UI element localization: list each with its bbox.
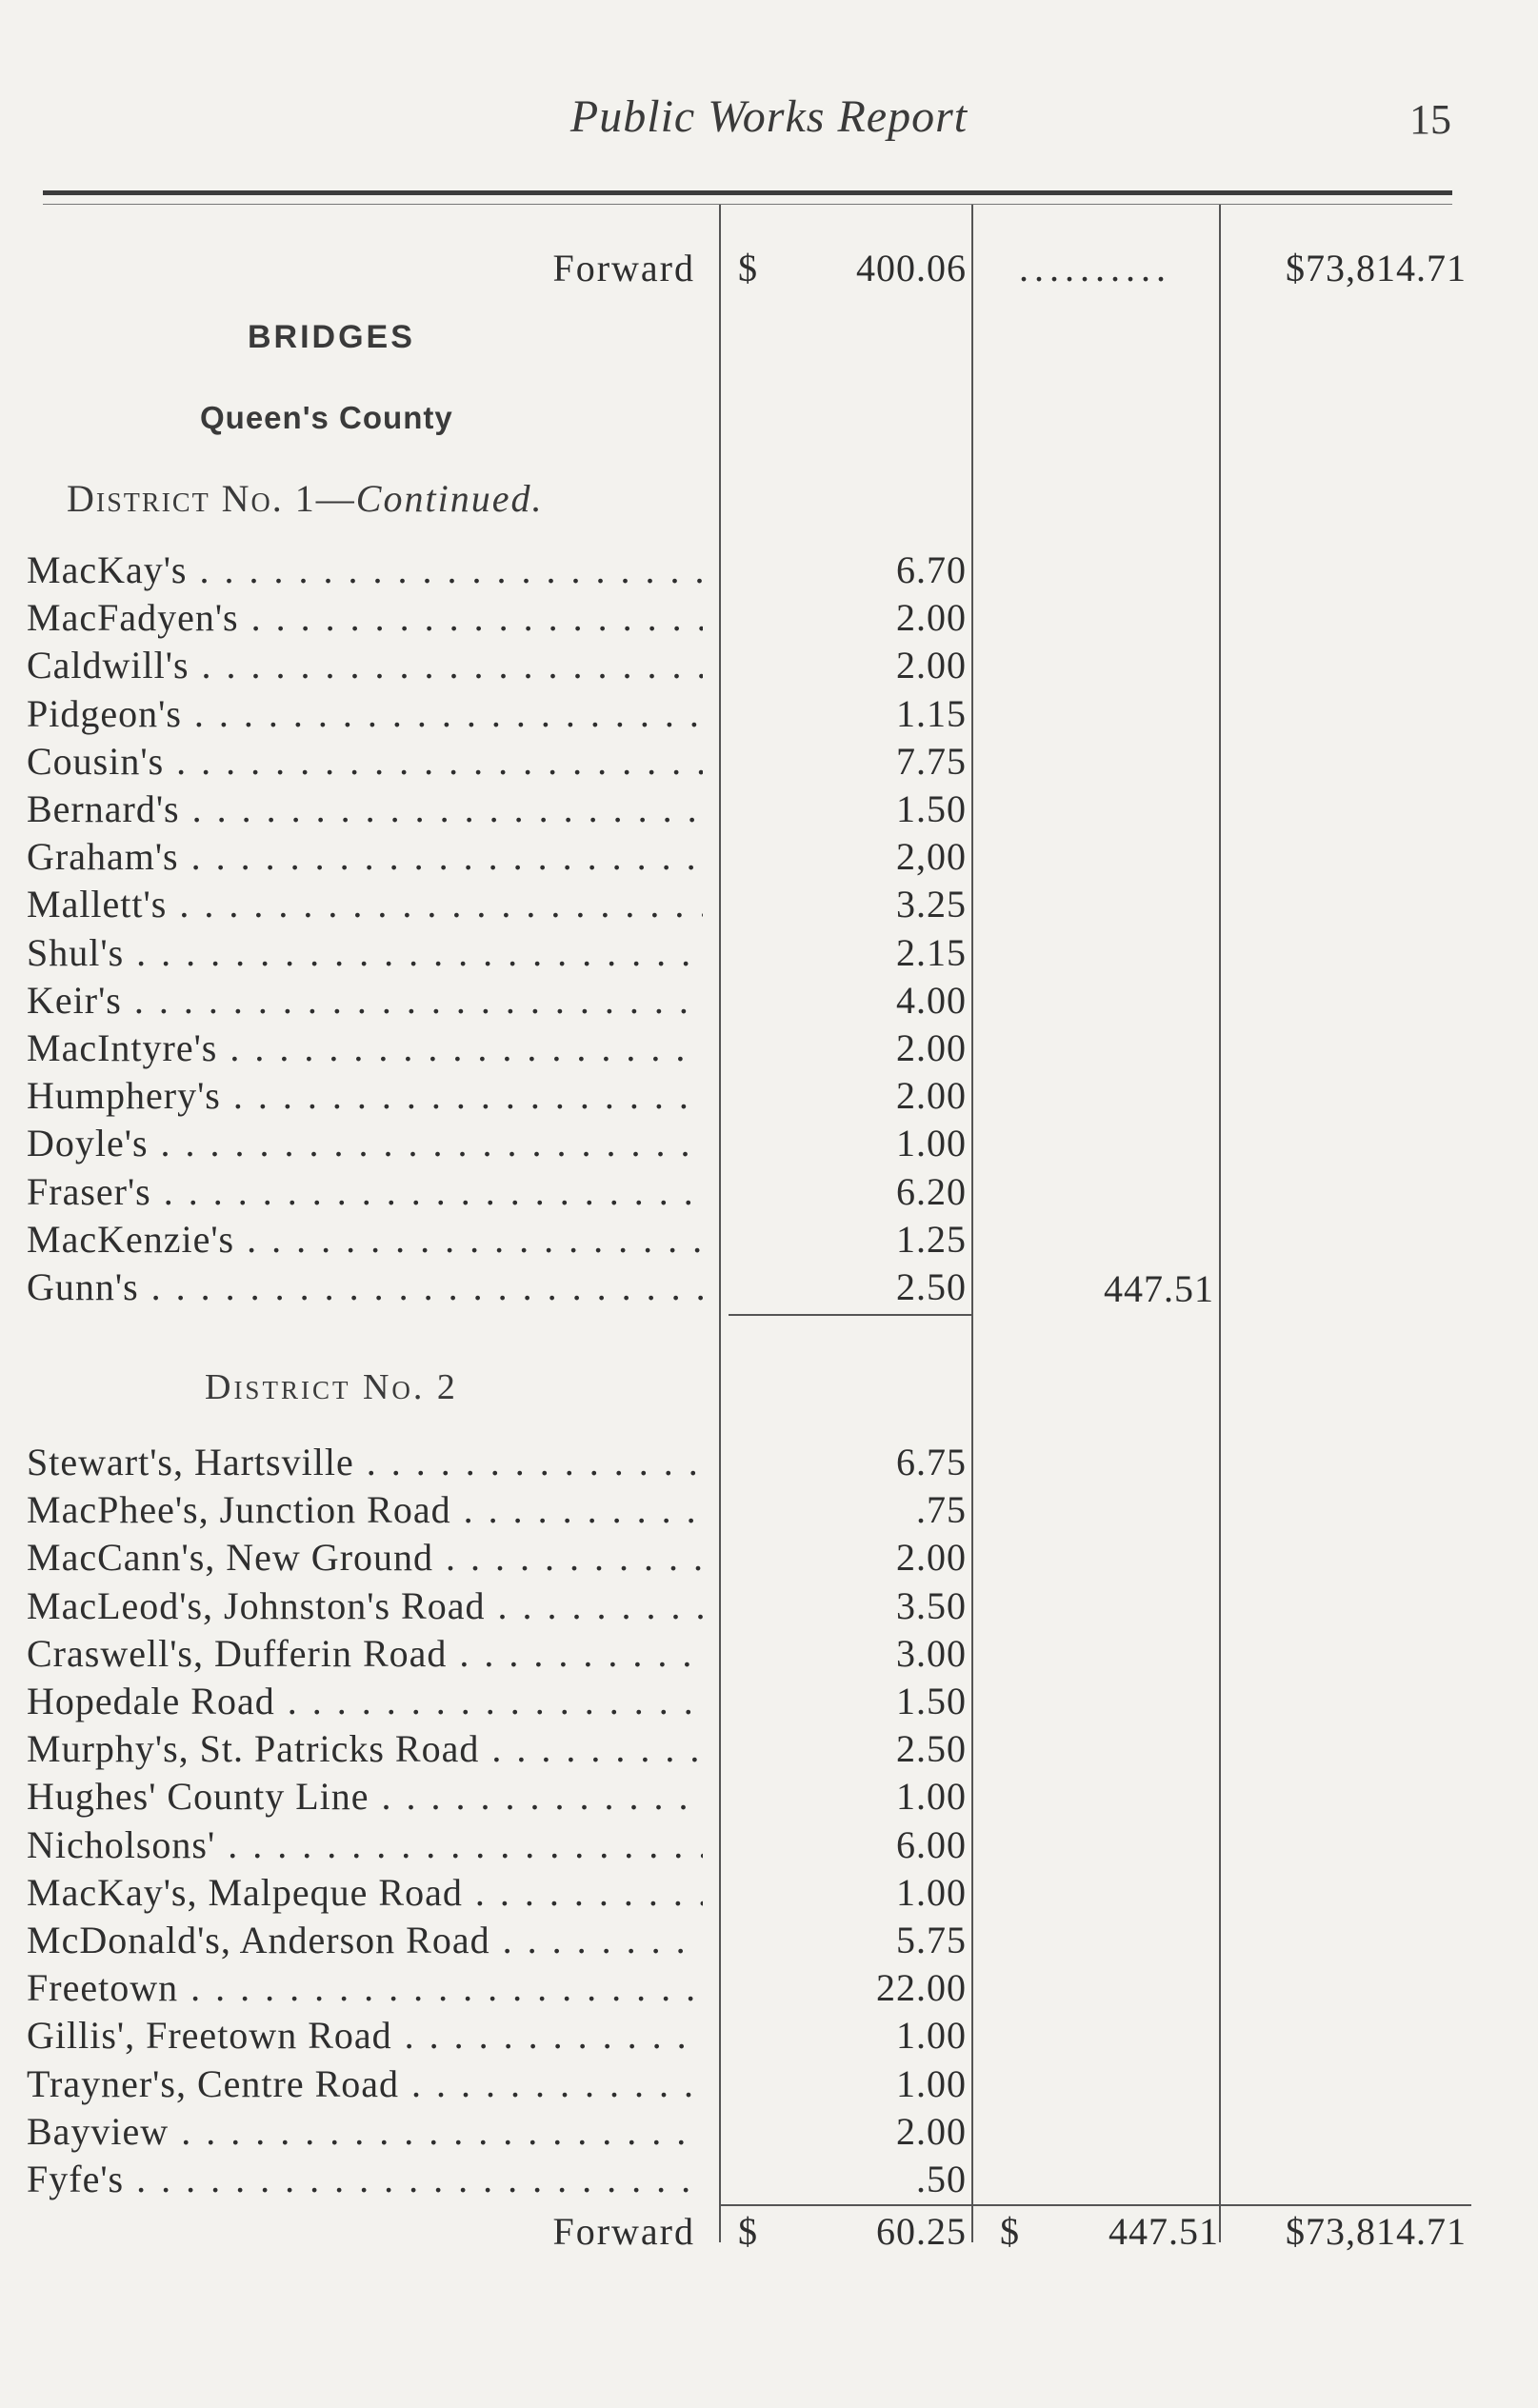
- forward-label: Forward: [552, 247, 695, 289]
- bridge-name: Stewart's, Hartsville . . .: [27, 1440, 703, 1484]
- bridge-name: Hopedale Road . . .: [27, 1679, 703, 1723]
- bridge-amount: 1.00: [896, 2061, 967, 2105]
- list-item: [0, 834, 1538, 882]
- dollar-sign: $: [738, 247, 757, 289]
- bridge-name: Gillis', Freetown Road . . .: [27, 2013, 703, 2058]
- list-item: [0, 595, 1538, 643]
- bridge-amount: 1.00: [896, 1122, 967, 1165]
- list-item: [0, 1918, 1538, 1965]
- bridge-amount: .50: [916, 2158, 967, 2200]
- bridge-name: Freetown . . .: [27, 1965, 703, 2010]
- leader-dots: ..........: [1019, 247, 1171, 289]
- forward-total: $73,814.71: [1286, 247, 1467, 289]
- bridge-amount: 22.00: [876, 1966, 967, 2010]
- bridge-name: MacKay's, Malpeque Road . . .: [27, 1870, 703, 1915]
- bridge-amount: 2.00: [896, 644, 967, 687]
- list-item: [0, 2157, 1538, 2204]
- list-item: [0, 1774, 1538, 1821]
- list-item: [0, 786, 1538, 834]
- list-item: [0, 1073, 1538, 1121]
- bridge-name: MacKenzie's . . .: [27, 1217, 703, 1262]
- county-heading: Queen's County: [200, 400, 453, 435]
- list-item: [0, 1217, 1538, 1264]
- list-item: [0, 930, 1538, 978]
- forward-amount: 400.06: [856, 247, 967, 289]
- forward-subtotal: 447.51: [1109, 2210, 1219, 2253]
- bridge-amount: 3.50: [896, 1583, 967, 1627]
- bridge-amount: 6.70: [896, 548, 967, 591]
- bridge-amount: 2.50: [896, 1727, 967, 1771]
- bridge-name: MacCann's, New Ground . . .: [27, 1535, 703, 1580]
- list-item: [0, 1487, 1538, 1535]
- subtotal-amount: 447.51: [1104, 1267, 1214, 1310]
- bridge-name: Trayner's, Centre Road . . .: [27, 2061, 703, 2106]
- list-item: [0, 1169, 1538, 1217]
- bridge-name: Craswell's, Dufferin Road . . .: [27, 1631, 703, 1676]
- bridge-amount: 3.25: [896, 883, 967, 926]
- bottom-rule: [719, 2204, 1471, 2206]
- bridge-name: Shul's . . .: [27, 930, 703, 975]
- bridge-name: McDonald's, Anderson Road . . .: [27, 1918, 703, 1962]
- list-item: [0, 1726, 1538, 1774]
- continued-label: Continued.: [355, 477, 544, 520]
- subtotal-rule: [729, 1314, 971, 1316]
- bridge-amount: 2.00: [896, 1026, 967, 1069]
- list-item: [0, 1264, 1538, 1312]
- bridge-amount: 2,00: [896, 835, 967, 879]
- bridge-name: MacLeod's, Johnston's Road . . .: [27, 1583, 703, 1628]
- bridge-name: Hughes' County Line . . .: [27, 1774, 703, 1819]
- list-item: [0, 882, 1538, 929]
- dollar-sign: $: [1000, 2210, 1019, 2253]
- list-item: [0, 691, 1538, 739]
- bridge-amount: 1.00: [896, 2014, 967, 2058]
- list-item: [0, 1870, 1538, 1918]
- list-item: [0, 2061, 1538, 2109]
- list-item: [0, 1583, 1538, 1631]
- bridge-amount: 1.00: [896, 1870, 967, 1914]
- bridge-name: Graham's . . .: [27, 834, 703, 879]
- bridge-name: Cousin's . . .: [27, 739, 703, 784]
- bridge-amount: 1.50: [896, 787, 967, 830]
- list-item: [0, 547, 1538, 595]
- bridge-name: Mallett's . . .: [27, 882, 703, 926]
- bridge-amount: 1.00: [896, 1775, 967, 1819]
- list-item: [0, 739, 1538, 786]
- bridge-amount: 2.15: [896, 930, 967, 974]
- bridge-name: Nicholsons' . . .: [27, 1822, 703, 1867]
- list-item: [0, 2109, 1538, 2157]
- page-number: 15: [1409, 96, 1451, 143]
- bridge-amount: 1.25: [896, 1217, 967, 1261]
- bridge-amount: 2.00: [896, 2109, 967, 2153]
- bridge-name: Humphery's . . .: [27, 1073, 703, 1118]
- forward-amount: 60.25: [876, 2210, 967, 2253]
- list-item: [0, 1440, 1538, 1487]
- list-item: [0, 2013, 1538, 2060]
- header-rule-thin: [43, 204, 1452, 205]
- section-title: BRIDGES: [248, 319, 415, 355]
- bridge-amount: .75: [916, 1488, 967, 1532]
- header-rule: [43, 190, 1452, 195]
- list-item: [0, 1535, 1538, 1582]
- bridge-amount: 2.50: [896, 1265, 967, 1308]
- district-1-label: District No. 1—: [67, 477, 356, 520]
- bridge-amount: 4.00: [896, 978, 967, 1022]
- list-item: [0, 1121, 1538, 1168]
- running-title: Public Works Report: [569, 91, 969, 142]
- bridge-name: Fraser's . . .: [27, 1169, 703, 1214]
- bridge-name: MacFadyen's . . .: [27, 595, 703, 640]
- bridge-amount: 1.15: [896, 691, 967, 735]
- list-item: [0, 1965, 1538, 2013]
- bridge-amount: 2.00: [896, 596, 967, 640]
- forward-row-bottom: [0, 2209, 1538, 2257]
- bridge-name: MacPhee's, Junction Road . . .: [27, 1487, 703, 1532]
- list-item: [0, 643, 1538, 690]
- bridge-name: Murphy's, St. Patricks Road . . .: [27, 1726, 703, 1771]
- list-item: [0, 1679, 1538, 1726]
- bridge-amount: 7.75: [896, 739, 967, 783]
- bridge-amount: 1.50: [896, 1680, 967, 1722]
- bridge-name: MacIntyre's . . .: [27, 1025, 703, 1070]
- bridge-amount: 2.00: [896, 1074, 967, 1118]
- bridge-amount: 6.00: [896, 1822, 967, 1866]
- bridge-name: Gunn's . . .: [27, 1264, 703, 1309]
- list-item: [0, 1631, 1538, 1679]
- bridge-name: Keir's . . .: [27, 978, 703, 1023]
- district-1-heading: [67, 476, 543, 521]
- bridge-amount: 6.75: [896, 1441, 967, 1483]
- forward-total: $73,814.71: [1286, 2210, 1467, 2253]
- list-item: [0, 1822, 1538, 1870]
- dollar-sign: $: [738, 2210, 757, 2253]
- bridge-amount: 5.75: [896, 1919, 967, 1961]
- bridge-name: Doyle's . . .: [27, 1121, 703, 1165]
- bridge-name: Pidgeon's . . .: [27, 691, 703, 736]
- forward-label: Forward: [552, 2210, 695, 2253]
- list-item: [0, 978, 1538, 1025]
- district-2-heading: District No. 2: [205, 1367, 458, 1407]
- bridge-amount: 6.20: [896, 1169, 967, 1213]
- bridge-name: Bernard's . . .: [27, 786, 703, 831]
- forward-row-top: [0, 246, 1538, 293]
- bridge-name: Fyfe's . . .: [27, 2157, 703, 2201]
- list-item: [0, 1025, 1538, 1073]
- bridge-name: MacKay's . . .: [27, 547, 703, 592]
- bridge-amount: 2.00: [896, 1536, 967, 1580]
- bridge-name: Bayview . . .: [27, 2109, 703, 2154]
- bridge-amount: 3.00: [896, 1631, 967, 1675]
- bridge-name: Caldwill's . . .: [27, 643, 703, 687]
